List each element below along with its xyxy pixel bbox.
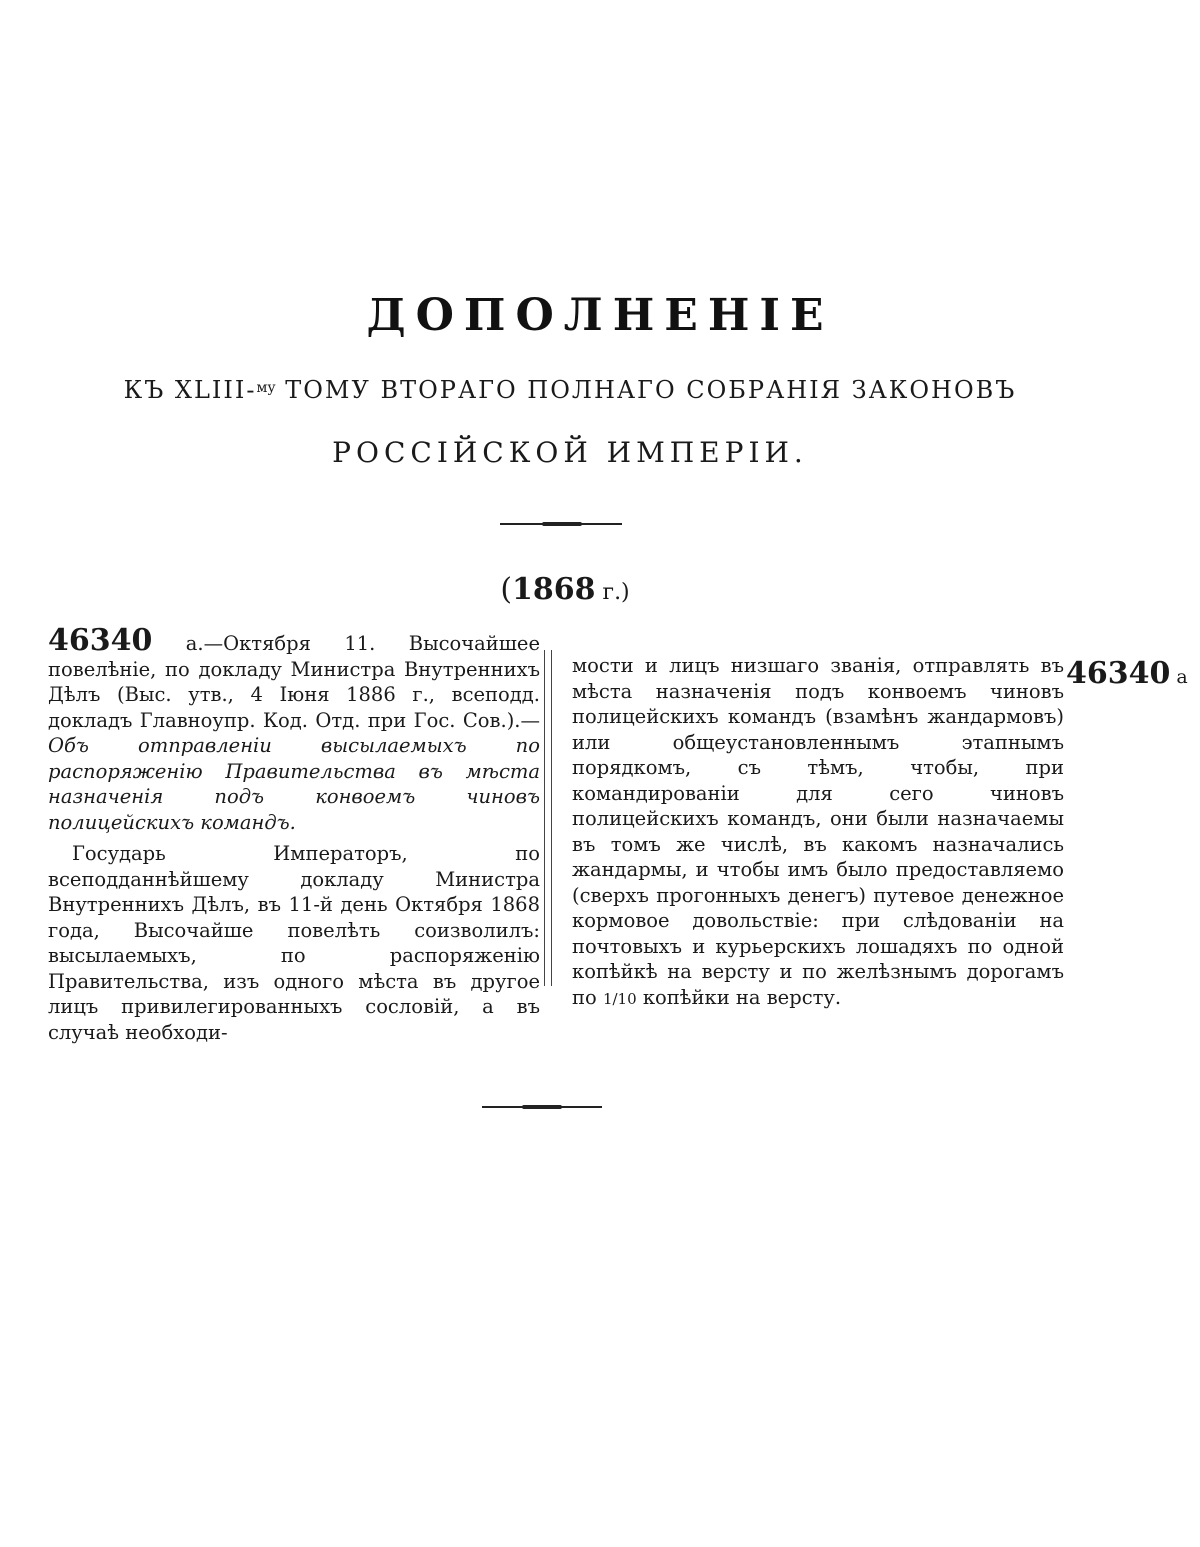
entry-number: 46340 [48, 623, 153, 658]
entry-body-right-text: мости и лицъ низшаго званія, отправлять въ мѣста назначенія подъ конвоемъ чиновъ полицейскихъ командъ (взамѣнъ жандармовъ) или общеустановленнымъ этапнымъ порядкомъ, съ тѣмъ, чтобы, при командированіи для сего чиновъ полицейскихъ командъ, они были назначаемы въ томъ же числѣ, въ какомъ назначались жандармы, и чтобы имъ было предоставляемо (сверхъ прогонныхъ денегъ) путевое денежное кормовое довольствіе: при слѣдованіи на почтовыхъ и курьерскихъ лошадяхъ по одной копѣйкѣ на версту и по желѣзнымъ дорогамъ по [572, 654, 1064, 1009]
document-subtitle [0, 376, 1140, 404]
subtitle-pre: КЪ XLIII- [123, 376, 257, 404]
entry-body-right-end: копѣйки на версту. [636, 985, 842, 1009]
subtitle-post: ТОМУ ВТОРАГО ПОЛНАГО СОБРАНІЯ ЗАКОНОВЪ [275, 376, 1017, 404]
entry-heading-text: а.—Октября 11. Высочайшее повелѣніе, по докладу Министра Внутреннихъ Дѣлъ (Выс. утв., 4 Іюня 1886 г., всеподд. докладъ Главноупр. Код. Отд. при Гос. Сов.).— [48, 632, 540, 732]
year-heading [0, 572, 1130, 607]
margin-number: 46340 [1066, 656, 1171, 691]
entry-heading-italic: Объ отправленіи высылаемыхъ по распоряженію Правительства въ мѣста назначенія подъ конвоемъ чиновъ полицейскихъ командъ. [48, 734, 540, 834]
decorative-rule-top [500, 523, 622, 525]
year-suffix: г.) [595, 580, 630, 605]
entry-heading [48, 623, 540, 835]
subtitle-superscript: му [256, 380, 276, 396]
decorative-rule-bottom [482, 1106, 602, 1108]
column-divider [544, 650, 552, 986]
text-column-right [572, 653, 1064, 1012]
entry-body-right [572, 653, 1064, 1012]
text-column-left [48, 623, 540, 1045]
entry-body-left: Государь Императоръ, по всеподданнѣйшему докладу Министра Внутреннихъ Дѣлъ, въ 11-й день Октября 1868 года, Высочайше повелѣть соизволилъ: высылаемыхъ, по распоряженію Правительства, изъ одного мѣста въ другое лицъ привилегированныхъ сословій, а въ случаѣ необходи- [48, 842, 540, 1044]
entry-fraction: 1/10 [602, 989, 637, 1008]
year-open: ( [500, 572, 513, 607]
year-number: 1868 [512, 572, 596, 607]
margin-suffix: а [1170, 666, 1188, 688]
document-title: ДОПОЛНЕНІЕ [366, 290, 834, 341]
margin-entry-number [1066, 656, 1188, 691]
document-subtitle-empire: РОССІЙСКОЙ ИМПЕРІИ. [332, 436, 808, 469]
